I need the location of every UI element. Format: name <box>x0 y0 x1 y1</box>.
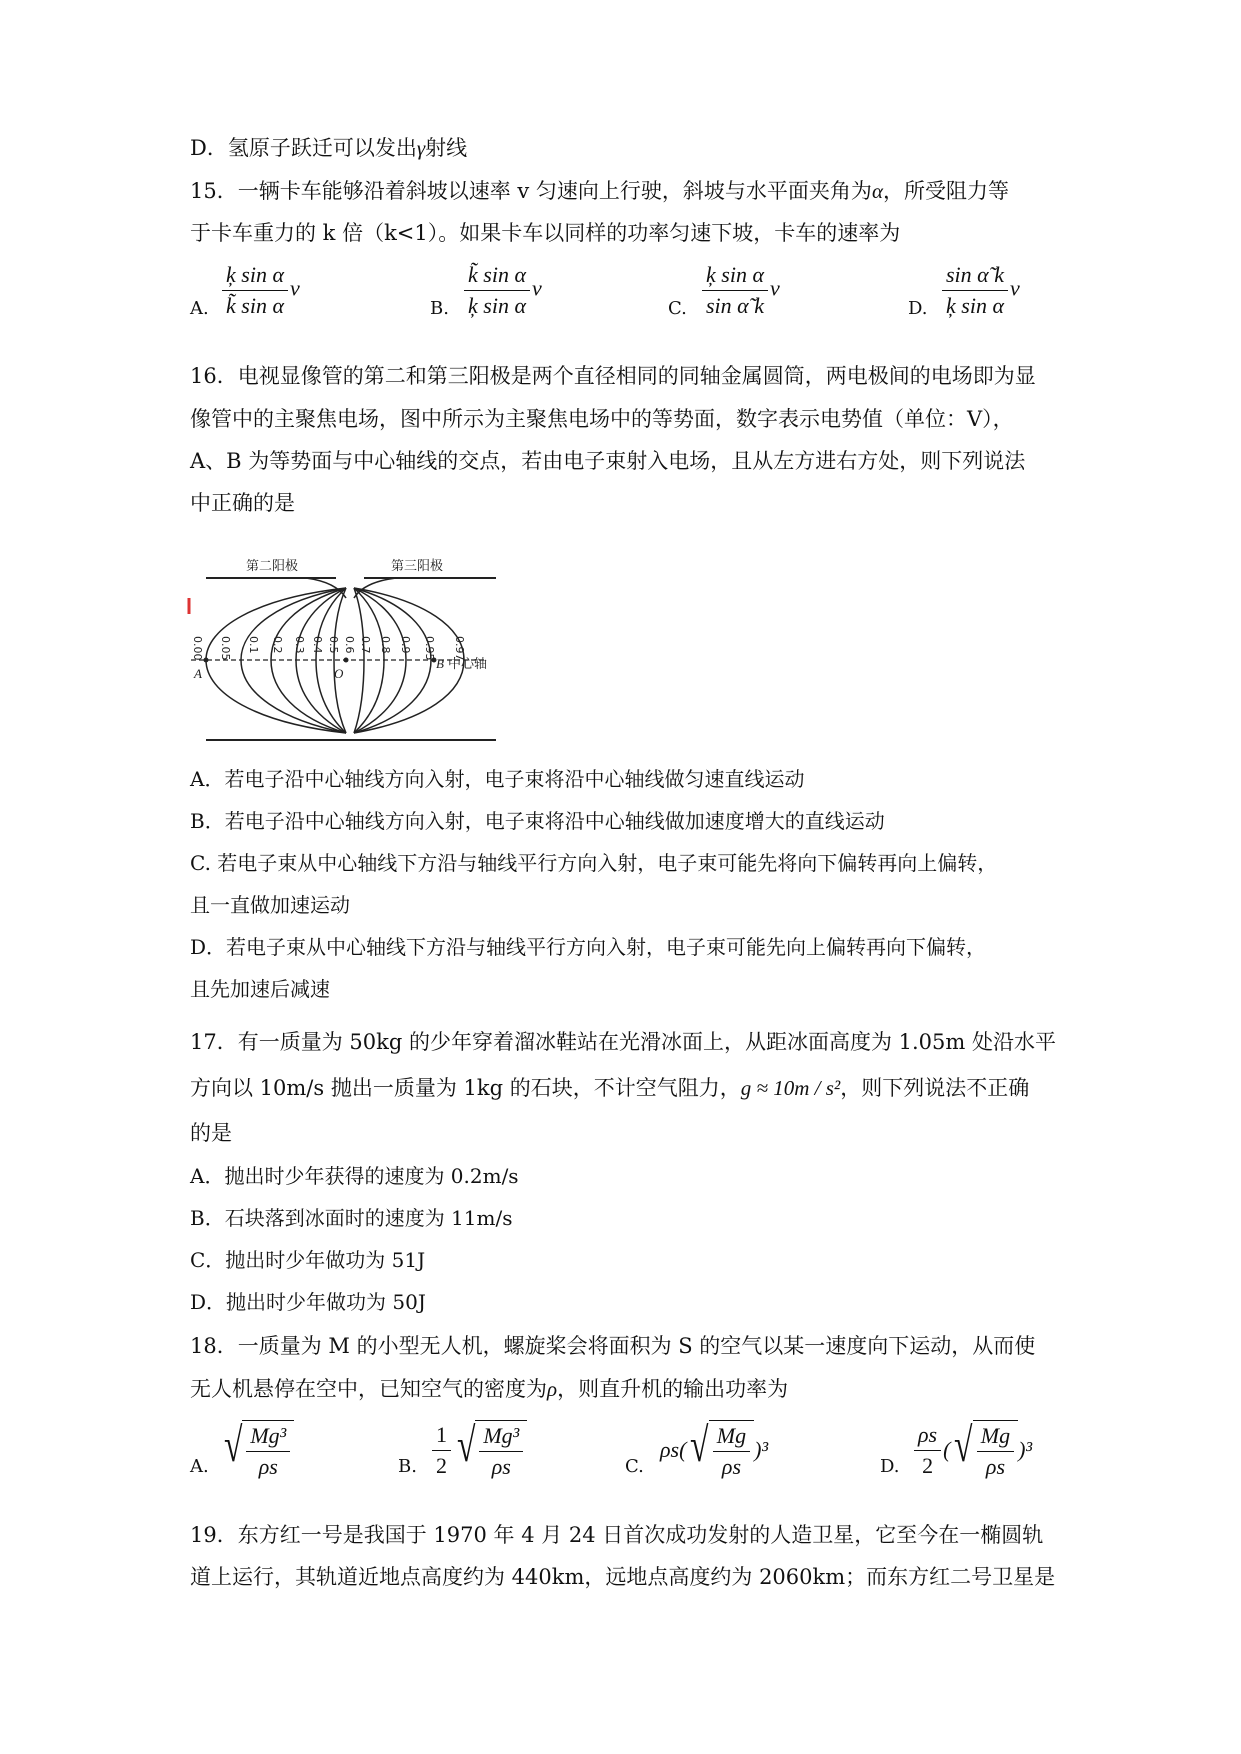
q16-option-d-cont: 且先加速后减速 <box>190 977 330 1001</box>
q18-stem-line1: 18．一质量为 M 的小型无人机，螺旋桨会将面积为 S 的空气以某一速度向下运动，从而使 <box>190 1334 1036 1358</box>
q18-option-c-label: C. <box>625 1456 644 1477</box>
q19-stem-line1: 19．东方红一号是我国于 1970 年 4 月 24 日首次成功发射的人造卫星，它至今在一椭圆轨 <box>190 1523 1044 1547</box>
q17-stem-line1: 17．有一质量为 50kg 的少年穿着溜冰鞋站在光滑冰面上，从距冰面高度为 1.05m 处沿水平 <box>190 1030 1056 1054</box>
q18-option-a-label: A. <box>190 1456 209 1477</box>
potential-value: 0.4 <box>311 636 324 654</box>
q15-option-c-label: C. <box>668 298 687 319</box>
equipotential-figure <box>186 548 556 748</box>
second-anode-label: 第二阳极 <box>246 559 299 574</box>
q17-option-a: A．抛出时少年获得的速度为 0.2m/s <box>190 1164 519 1188</box>
center-axis-label: 中心轴 <box>448 657 488 672</box>
q16-option-c-cont: 且一直做加速运动 <box>190 893 350 917</box>
label-o: O <box>334 666 344 681</box>
gamma-symbol: γ <box>416 136 426 160</box>
potential-value: 0.9 <box>399 636 412 654</box>
label-a: A <box>194 666 202 681</box>
label-b: B <box>436 656 444 671</box>
q16-stem-line1: 16．电视显像管的第二和第三阳极是两个直径相同的同轴金属圆筒，两电极间的电场即为显 <box>190 364 1036 388</box>
potential-value: 0.8 <box>379 636 392 654</box>
potential-value: 0.7 <box>359 636 372 654</box>
potential-value: 0.3 <box>293 636 306 654</box>
q15-option-a-formula: $\frac{\text{ķ sin α}}{\text{k̃ sin α}}$ v <box>220 262 300 319</box>
q18-option-a-formula: √ $\frac{\text{Mg³}}{\rho s}$ <box>220 1420 294 1480</box>
q17-option-b: B．石块落到冰面时的速度为 11m/s <box>190 1206 513 1230</box>
q16-stem-line4: 中正确的是 <box>190 491 295 515</box>
potential-value: 0.5 <box>327 636 340 654</box>
q15-option-c-formula: $\frac{\text{ķ sin α}}{\text{sin α̃ k}}$ v <box>700 262 780 319</box>
q16-stem-line2: 像管中的主聚焦电场，图中所示为主聚焦电场中的等势面，数字表示电势值（单位：V）， <box>190 407 1014 431</box>
q19-stem-line2: 道上运行，其轨道近地点高度约为 440km，远地点高度约为 2060km；而东方红二号卫星是 <box>190 1565 1056 1589</box>
q15-stem-line2: 于卡车重力的 k 倍（k<1）。如果卡车以同样的功率匀速下坡，卡车的速率为 <box>190 221 901 245</box>
q17-option-d: D．抛出时少年做功为 50J <box>190 1290 426 1314</box>
q17-stem-line2: 方向以 10m/s 抛出一质量为 1kg 的石块，不计空气阻力，g ≈ 10m / s²，则下列说法不正确 <box>190 1076 1030 1100</box>
q17-option-c: C．抛出时少年做功为 51J <box>190 1248 426 1272</box>
q16-option-a: A．若电子沿中心轴线方向入射，电子束将沿中心轴线做匀速直线运动 <box>190 767 805 791</box>
potential-value: 0.05 <box>219 636 232 661</box>
q15-option-b-formula: $\frac{\text{k̃ sin α}}{\text{ķ sin α}}$ v <box>462 262 542 319</box>
q16-option-d: D．若电子束从中心轴线下方沿与轴线平行方向入射，电子束可能先向上偏转再向下偏转， <box>190 935 987 959</box>
q15-stem-line1: 15．一辆卡车能够沿着斜坡以速率 v 匀速向上行驶，斜坡与水平面夹角为α，所受阻力等 <box>190 179 1009 203</box>
potential-value: 0.2 <box>271 636 284 654</box>
q15-option-d-formula: $\frac{\text{sin α̃ k}}{\text{ķ sin α}}$ v <box>940 262 1020 319</box>
q18-option-b-label: B. <box>398 1456 417 1477</box>
gravity-formula: g ≈ 10m / s² <box>740 1076 841 1100</box>
q16-option-b: B．若电子沿中心轴线方向入射，电子束将沿中心轴线做加速度增大的直线运动 <box>190 809 885 833</box>
q18-stem-line2: 无人机悬停在空中，已知空气的密度为ρ，则直升机的输出功率为 <box>190 1377 789 1401</box>
q18-option-b-formula: $\frac{1}{2}$ √ $\frac{\text{Mg³}}{\rho s}$ <box>430 1420 527 1480</box>
potential-values <box>191 636 466 661</box>
potential-value: 0.97 <box>453 636 466 661</box>
potential-value: 0.1 <box>247 636 260 654</box>
q15-option-a-label: A. <box>190 298 209 319</box>
q18-option-d-label: D. <box>880 1456 900 1477</box>
q16-option-c: C. 若电子束从中心轴线下方沿与轴线平行方向入射，电子束可能先将向下偏转再向上偏转， <box>190 851 998 875</box>
third-anode-label: 第三阳极 <box>391 559 444 574</box>
q14-option-d: D．氢原子跃迁可以发出γ射线 <box>190 136 468 160</box>
q18-option-d-formula: $\frac{\rho s}{2}$ ( √ $\frac{Mg}{\rho s}$ )³ <box>912 1420 1032 1480</box>
potential-value: 0.6 <box>343 636 356 654</box>
q15-option-b-label: B. <box>430 298 449 319</box>
potential-value: 0.00 <box>191 636 204 661</box>
q15-option-d-label: D. <box>908 298 928 319</box>
potential-value: 0.95 <box>423 636 436 661</box>
q16-stem-line3: A、B 为等势面与中心轴线的交点，若由电子束射入电场，且从左方进右方处，则下列说法 <box>190 449 1026 473</box>
q17-stem-line3: 的是 <box>190 1121 232 1145</box>
q18-option-c-formula: ρs( √ $\frac{Mg}{\rho s}$ )³ <box>660 1419 769 1479</box>
point-o <box>344 658 349 663</box>
